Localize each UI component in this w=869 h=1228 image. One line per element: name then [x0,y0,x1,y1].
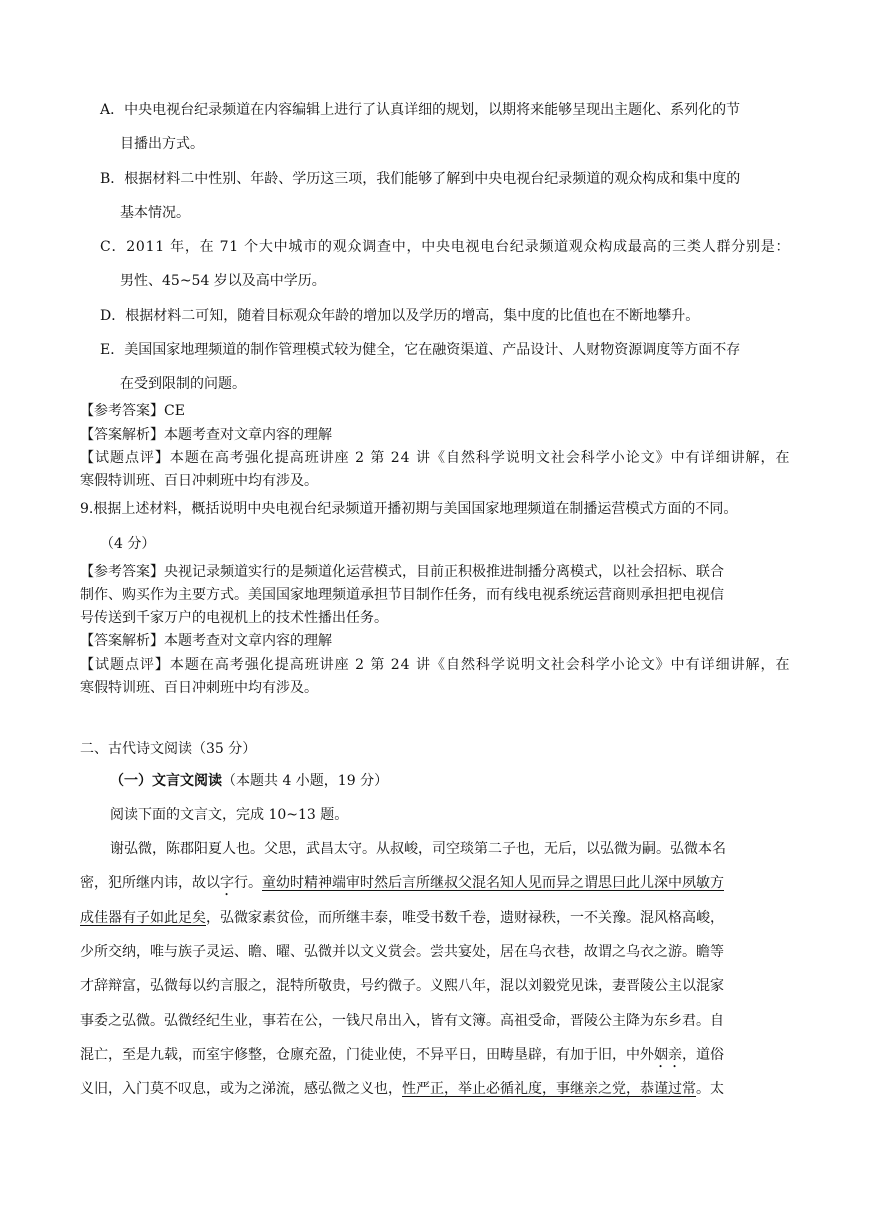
underlined-sentence: 童幼时精神端审时然后言所继叔父混名知人见而异之谓思曰此儿深中夙敏方 [262,875,724,891]
passage-line6: 事委之弘微。弘微经纪生业，事若在公，一钱尺帛出入，皆有文簿。高祖受命，晋陵公主降为东乡君。自 [80,1013,724,1029]
passage-text: 。太 [696,1081,724,1097]
passage-line8 [80,1080,724,1098]
q9-question-line1: 9.根据上述材料，概括说明中央电视台纪录频道开播初期与美国国家地理频道在制播运营模式方面的不同。 [80,501,738,517]
passage-text: ，道俗 [682,1047,724,1063]
option-e-line2: 在受到限制的问题。 [120,376,246,392]
subsection-heading [110,772,388,790]
option-e-line1: E．美国国家地理频道的制作管理模式较为健全，它在融资渠道、产品设计、人财物资源调度等方面不存 [100,342,741,358]
q9-comment-line1: 【试题点评】本题在高考强化提高班讲座 2 第 24 讲《自然科学说明文社会科学小论文》中有详细讲解，在 [80,657,791,673]
q8-comment-line1: 【试题点评】本题在高考强化提高班讲座 2 第 24 讲《自然科学说明文社会科学小论文》中有详细讲解，在 [80,450,791,466]
option-a-line1: A．中央电视台纪录频道在内容编辑上进行了认真详细的规划，以期将来能够呈现出主题化、系列化的节 [100,102,741,118]
option-c-line2: 男性、45~54 岁以及高中学历。 [120,273,326,289]
option-d-line1: D．根据材料二可知，随着目标观众年龄的增加以及学历的增高，集中度的比值也在不断地攀升。 [100,308,700,324]
underlined-sentence: 成佳器有子如此足矣 [80,910,206,926]
q9-question-line2: （4 分） [100,536,156,552]
q9-answer-line2: 制作、购买作为主要方式。美国国家地理频道承担节目制作任务，而有线电视系统运营商则承担把电视信 [80,587,724,603]
option-a-line2: 目播出方式。 [120,136,204,152]
passage-text: 义旧，入门莫不叹息，或为之涕流，感弘微之义也， [80,1081,402,1097]
passage-text: 混亡，至是九载，而室宇修整，仓廪充盈，门徒业使，不异平日，田畴垦辟，有加于旧，中外 [80,1047,654,1063]
q9-answer-line3: 号传送到千家万户的电视机上的技术性播出任务。 [80,610,388,626]
q8-answer: 【参考答案】CE [80,403,185,419]
subsection-note: （本题共 4 小题，19 分） [222,773,389,789]
q9-answer-line1: 【参考答案】央视记录频道实行的是频道化运营模式，目前正积极推进制播分离模式，以社会招标、联合 [80,564,724,580]
dotted-word: 字 [220,875,234,891]
q8-comment-line2: 寒假特训班、百日冲刺班中均有涉及。 [80,473,318,489]
option-b-line1: B．根据材料二中性别、年龄、学历这三项，我们能够了解到中央电视台纪录频道的观众构成和集中度的 [100,171,741,187]
passage-line1: 谢弘微，陈郡阳夏人也。父思，武昌太守。从叔峻，司空琰第二子也，无后，以弘微为嗣。弘微本名 [110,841,726,857]
underlined-sentence: 性严正，举止必循礼度，事继亲之党，恭谨过常 [402,1081,696,1097]
instruction: 阅读下面的文言文，完成 10~13 题。 [110,807,349,823]
passage-line3 [80,909,724,927]
subsection-title: （一）文言文阅读 [110,773,222,789]
option-c-line1: C．2011 年，在 71 个大中城市的观众调查中，中央电视电台纪录频道观众构成最高的三类人群分别是： [100,239,791,255]
q9-analysis: 【答案解析】本题考查对文章内容的理解 [80,633,332,649]
passage-line4: 少所交纳，唯与族子灵运、瞻、曜、弘微并以文义赏会。尝共宴处，居在乌衣巷，故谓之乌衣之游。瞻等 [80,944,724,960]
passage-line7 [80,1046,724,1071]
q8-analysis: 【答案解析】本题考查对文章内容的理解 [80,427,332,443]
dotted-word: 姻亲 [654,1047,682,1063]
passage-text: 密，犯所继内讳，故以 [80,875,220,891]
passage-line2 [80,874,724,899]
passage-text: 行。 [234,875,262,891]
passage-text: ，弘微家素贫俭，而所继丰泰，唯受书数千卷，遗财禄秩，一不关豫。混风格高峻， [206,910,724,926]
passage-line5: 才辞辩富，弘微每以约言服之，混特所敬贵，号约微子。义熙八年，混以刘毅党见诛，妻晋陵公主以混家 [80,978,724,994]
q9-comment-line2: 寒假特训班、百日冲刺班中均有涉及。 [80,680,318,696]
section-heading: 二、古代诗文阅读（35 分） [80,741,257,757]
option-b-line2: 基本情况。 [120,205,190,221]
